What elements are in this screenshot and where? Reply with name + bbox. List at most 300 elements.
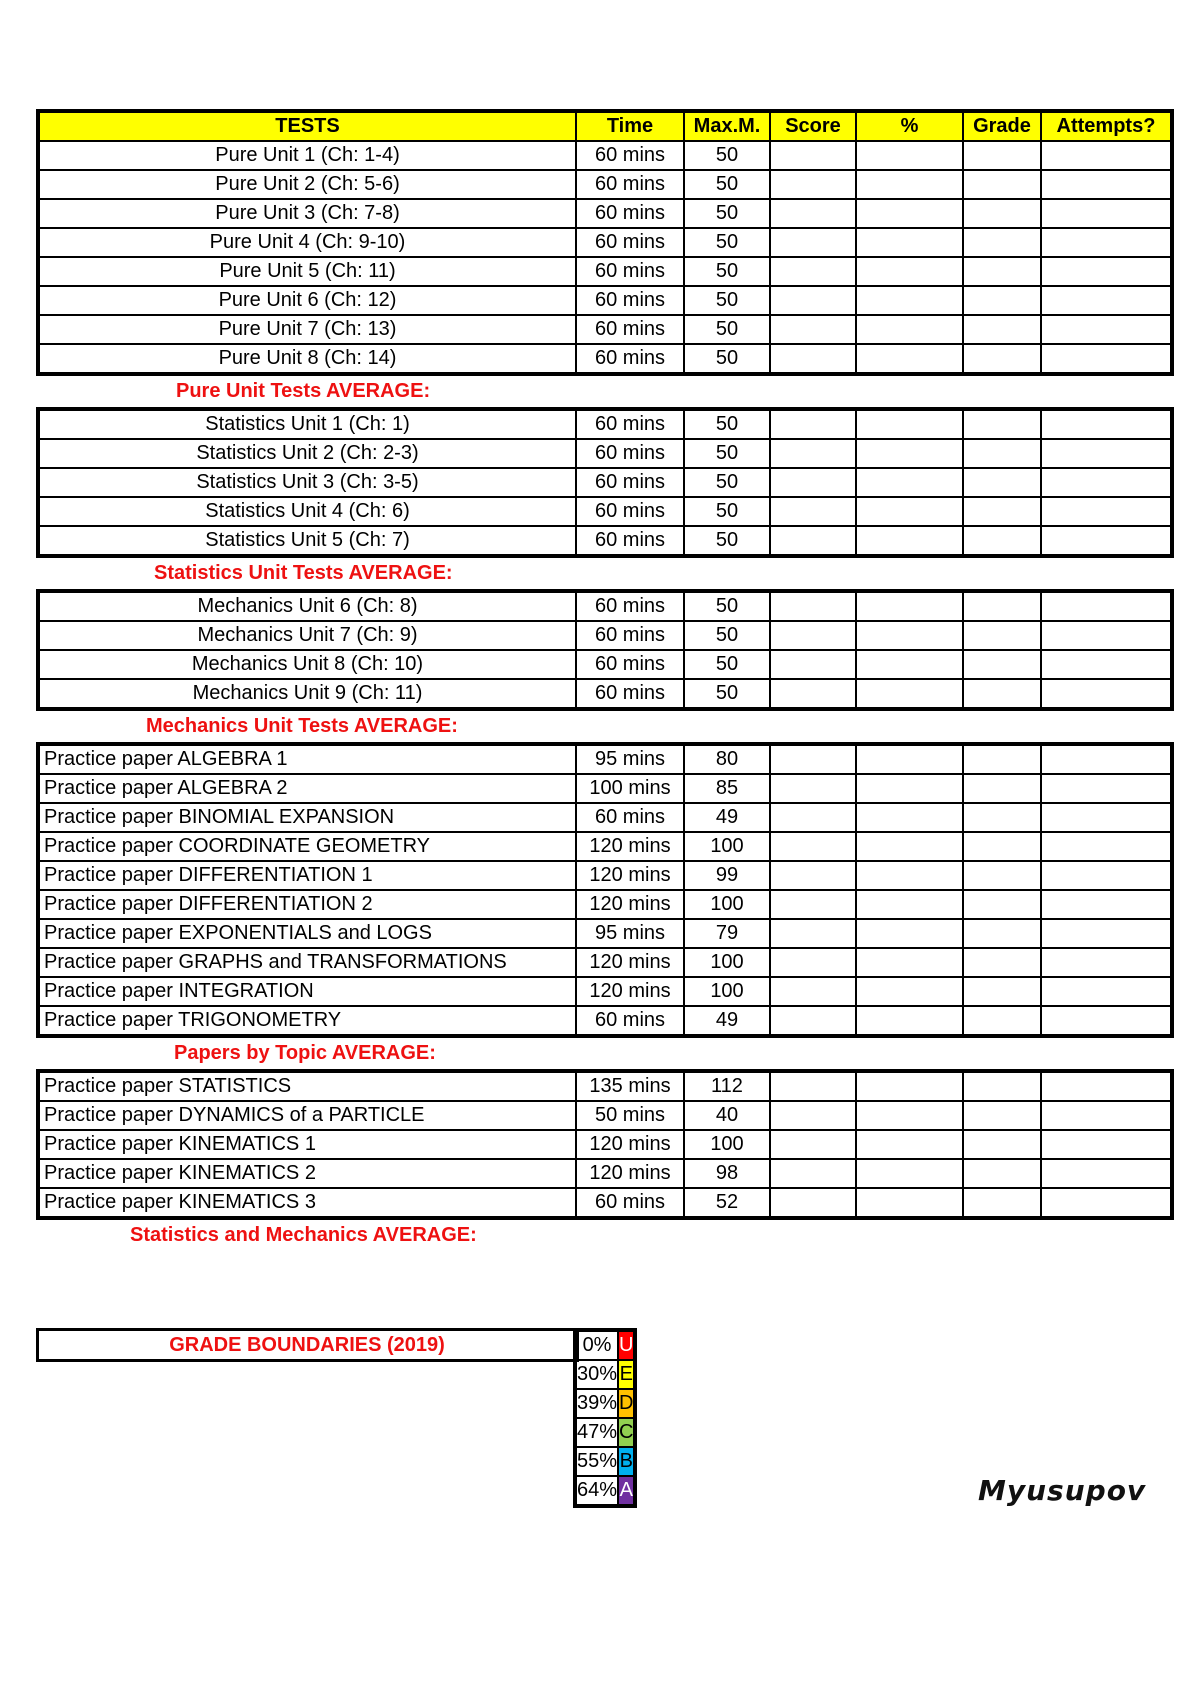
boundary-row — [575, 1418, 635, 1447]
percent-cell[interactable] — [856, 1188, 963, 1218]
score-cell[interactable] — [770, 650, 856, 679]
test-name-cell: Practice paper STATISTICS — [38, 1071, 576, 1101]
max-marks-cell: 50 — [684, 199, 770, 228]
attempts-cell[interactable] — [1041, 832, 1172, 861]
header-percent: % — [856, 111, 963, 141]
time-cell: 60 mins — [576, 257, 684, 286]
boundary-percent: 30% — [575, 1360, 618, 1389]
test-name-cell: Mechanics Unit 8 (Ch: 10) — [38, 650, 576, 679]
test-name-cell: Pure Unit 7 (Ch: 13) — [38, 315, 576, 344]
score-cell[interactable] — [770, 591, 856, 621]
percent-cell[interactable] — [856, 621, 963, 650]
max-marks-cell: 50 — [684, 170, 770, 199]
boundary-percent: 55% — [575, 1447, 618, 1476]
score-cell[interactable] — [770, 199, 856, 228]
boundary-grade: A — [618, 1476, 635, 1506]
score-cell[interactable] — [770, 141, 856, 170]
time-cell: 60 mins — [576, 344, 684, 374]
test-name-cell: Pure Unit 4 (Ch: 9-10) — [38, 228, 576, 257]
time-cell: 100 mins — [576, 774, 684, 803]
percent-cell[interactable] — [856, 315, 963, 344]
time-cell: 120 mins — [576, 977, 684, 1006]
max-marks-cell: 80 — [684, 744, 770, 774]
test-name-cell: Practice paper KINEMATICS 2 — [38, 1159, 576, 1188]
time-cell: 60 mins — [576, 315, 684, 344]
grade-cell[interactable] — [963, 679, 1041, 709]
attempts-cell[interactable] — [1041, 409, 1172, 439]
percent-cell[interactable] — [856, 977, 963, 1006]
grade-cell[interactable] — [963, 977, 1041, 1006]
score-cell[interactable] — [770, 1101, 856, 1130]
grade-cell[interactable] — [963, 1130, 1041, 1159]
max-marks-cell: 100 — [684, 890, 770, 919]
table-row — [38, 803, 1172, 832]
attempts-cell[interactable] — [1041, 497, 1172, 526]
percent-cell[interactable] — [856, 774, 963, 803]
header-max-marks: Max.M. — [684, 111, 770, 141]
attempts-cell[interactable] — [1041, 861, 1172, 890]
time-cell: 120 mins — [576, 832, 684, 861]
test-name-cell: Mechanics Unit 7 (Ch: 9) — [38, 621, 576, 650]
table-row — [38, 1101, 1172, 1130]
table-row — [38, 1159, 1172, 1188]
percent-cell[interactable] — [856, 199, 963, 228]
percent-cell[interactable] — [856, 526, 963, 556]
time-cell: 120 mins — [576, 890, 684, 919]
percent-cell[interactable] — [856, 919, 963, 948]
percent-cell[interactable] — [856, 286, 963, 315]
grade-cell[interactable] — [963, 170, 1041, 199]
attempts-cell[interactable] — [1041, 286, 1172, 315]
boundary-percent: 0% — [575, 1330, 618, 1360]
table-row — [38, 1006, 1172, 1036]
table-row — [38, 409, 1172, 439]
grade-cell[interactable] — [963, 774, 1041, 803]
header-grade: Grade — [963, 111, 1041, 141]
grade-cell[interactable] — [963, 621, 1041, 650]
percent-cell[interactable] — [856, 257, 963, 286]
pure-average-text: Pure Unit Tests AVERAGE: — [176, 380, 431, 402]
max-marks-cell: 85 — [684, 774, 770, 803]
percent-cell[interactable] — [856, 228, 963, 257]
score-cell[interactable] — [770, 774, 856, 803]
boundary-grade: C — [618, 1418, 635, 1447]
max-marks-cell: 50 — [684, 344, 770, 374]
grade-cell[interactable] — [963, 1006, 1041, 1036]
table-row — [38, 744, 1172, 774]
score-cell[interactable] — [770, 170, 856, 199]
table-row — [38, 1071, 1172, 1101]
table-row — [38, 228, 1172, 257]
test-name-cell: Practice paper KINEMATICS 1 — [38, 1130, 576, 1159]
table-row — [38, 832, 1172, 861]
score-cell[interactable] — [770, 497, 856, 526]
score-cell[interactable] — [770, 439, 856, 468]
max-marks-cell: 50 — [684, 257, 770, 286]
grade-cell[interactable] — [963, 257, 1041, 286]
header-attempts: Attempts? — [1041, 111, 1172, 141]
score-cell[interactable] — [770, 977, 856, 1006]
attempts-cell[interactable] — [1041, 744, 1172, 774]
table-row — [38, 439, 1172, 468]
table-row — [38, 344, 1172, 374]
header-row — [38, 111, 1172, 141]
max-marks-cell: 100 — [684, 948, 770, 977]
score-cell[interactable] — [770, 861, 856, 890]
max-marks-cell: 50 — [684, 468, 770, 497]
test-name-cell: Practice paper KINEMATICS 3 — [38, 1188, 576, 1218]
attempts-cell[interactable] — [1041, 803, 1172, 832]
grade-cell[interactable] — [963, 228, 1041, 257]
score-cell[interactable] — [770, 679, 856, 709]
time-cell: 60 mins — [576, 468, 684, 497]
grade-cell[interactable] — [963, 591, 1041, 621]
grade-cell[interactable] — [963, 1101, 1041, 1130]
test-tracker-sheet — [36, 109, 1170, 1251]
stats-mech-average-label — [36, 1220, 1170, 1251]
table-row — [38, 141, 1172, 170]
percent-cell[interactable] — [856, 861, 963, 890]
time-cell: 60 mins — [576, 409, 684, 439]
header-score: Score — [770, 111, 856, 141]
score-cell[interactable] — [770, 468, 856, 497]
header-table — [36, 109, 1174, 142]
percent-cell[interactable] — [856, 1130, 963, 1159]
test-name-cell: Pure Unit 3 (Ch: 7-8) — [38, 199, 576, 228]
boundary-row — [575, 1360, 635, 1389]
pure-units-table — [36, 140, 1174, 376]
time-cell: 60 mins — [576, 228, 684, 257]
max-marks-cell: 50 — [684, 497, 770, 526]
test-name-cell: Practice paper EXPONENTIALS and LOGS — [38, 919, 576, 948]
grade-cell[interactable] — [963, 861, 1041, 890]
max-marks-cell: 98 — [684, 1159, 770, 1188]
table-row — [38, 774, 1172, 803]
attempts-cell[interactable] — [1041, 141, 1172, 170]
attempts-cell[interactable] — [1041, 1101, 1172, 1130]
boundary-percent: 64% — [575, 1476, 618, 1506]
boundary-row — [575, 1330, 635, 1360]
percent-cell[interactable] — [856, 1101, 963, 1130]
test-name-cell: Statistics Unit 1 (Ch: 1) — [38, 409, 576, 439]
max-marks-cell: 50 — [684, 409, 770, 439]
table-row — [38, 1130, 1172, 1159]
score-cell[interactable] — [770, 1006, 856, 1036]
test-name-cell: Practice paper TRIGONOMETRY — [38, 1006, 576, 1036]
table-row — [38, 1188, 1172, 1218]
grade-cell[interactable] — [963, 1188, 1041, 1218]
percent-cell[interactable] — [856, 1006, 963, 1036]
attempts-cell[interactable] — [1041, 257, 1172, 286]
time-cell: 60 mins — [576, 591, 684, 621]
author-signature: Myusupov — [978, 1474, 1147, 1507]
grade-cell[interactable] — [963, 199, 1041, 228]
percent-cell[interactable] — [856, 679, 963, 709]
time-cell: 60 mins — [576, 621, 684, 650]
table-row — [38, 497, 1172, 526]
grade-boundaries-table — [573, 1328, 637, 1508]
time-cell: 60 mins — [576, 199, 684, 228]
percent-cell[interactable] — [856, 409, 963, 439]
time-cell: 60 mins — [576, 286, 684, 315]
percent-cell[interactable] — [856, 948, 963, 977]
grade-cell[interactable] — [963, 344, 1041, 374]
test-name-cell: Practice paper DIFFERENTIATION 2 — [38, 890, 576, 919]
max-marks-cell: 79 — [684, 919, 770, 948]
boundary-row — [575, 1447, 635, 1476]
test-name-cell: Practice paper INTEGRATION — [38, 977, 576, 1006]
stats-mech-average-text: Statistics and Mechanics AVERAGE: — [130, 1224, 477, 1246]
score-cell[interactable] — [770, 744, 856, 774]
attempts-cell[interactable] — [1041, 919, 1172, 948]
score-cell[interactable] — [770, 832, 856, 861]
score-cell[interactable] — [770, 257, 856, 286]
max-marks-cell: 50 — [684, 526, 770, 556]
grade-cell[interactable] — [963, 141, 1041, 170]
table-row — [38, 679, 1172, 709]
boundary-grade: B — [618, 1447, 635, 1476]
header-tests: TESTS — [38, 111, 576, 141]
boundary-percent: 39% — [575, 1389, 618, 1418]
topic-papers-table — [36, 742, 1174, 1038]
max-marks-cell: 50 — [684, 228, 770, 257]
stats-mech-papers-table — [36, 1069, 1174, 1220]
grade-cell[interactable] — [963, 526, 1041, 556]
grade-cell[interactable] — [963, 315, 1041, 344]
time-cell: 60 mins — [576, 803, 684, 832]
percent-cell[interactable] — [856, 1071, 963, 1101]
table-row — [38, 861, 1172, 890]
table-row — [38, 591, 1172, 621]
attempts-cell[interactable] — [1041, 948, 1172, 977]
attempts-cell[interactable] — [1041, 199, 1172, 228]
table-row — [38, 170, 1172, 199]
table-row — [38, 948, 1172, 977]
test-name-cell: Pure Unit 5 (Ch: 11) — [38, 257, 576, 286]
attempts-cell[interactable] — [1041, 621, 1172, 650]
max-marks-cell: 40 — [684, 1101, 770, 1130]
grade-cell[interactable] — [963, 650, 1041, 679]
max-marks-cell: 50 — [684, 591, 770, 621]
topics-average-label — [36, 1038, 1170, 1069]
attempts-cell[interactable] — [1041, 439, 1172, 468]
attempts-cell[interactable] — [1041, 228, 1172, 257]
table-row — [38, 890, 1172, 919]
score-cell[interactable] — [770, 803, 856, 832]
attempts-cell[interactable] — [1041, 1006, 1172, 1036]
grade-cell[interactable] — [963, 439, 1041, 468]
score-cell[interactable] — [770, 228, 856, 257]
test-name-cell: Statistics Unit 3 (Ch: 3-5) — [38, 468, 576, 497]
test-name-cell: Statistics Unit 2 (Ch: 2-3) — [38, 439, 576, 468]
attempts-cell[interactable] — [1041, 315, 1172, 344]
attempts-cell[interactable] — [1041, 977, 1172, 1006]
statistics-average-label — [36, 558, 1170, 589]
score-cell[interactable] — [770, 1071, 856, 1101]
percent-cell[interactable] — [856, 744, 963, 774]
grade-cell[interactable] — [963, 497, 1041, 526]
attempts-cell[interactable] — [1041, 1130, 1172, 1159]
boundary-grade: E — [618, 1360, 635, 1389]
score-cell[interactable] — [770, 621, 856, 650]
attempts-cell[interactable] — [1041, 679, 1172, 709]
time-cell: 120 mins — [576, 948, 684, 977]
max-marks-cell: 50 — [684, 439, 770, 468]
test-name-cell: Pure Unit 6 (Ch: 12) — [38, 286, 576, 315]
time-cell: 60 mins — [576, 439, 684, 468]
boundary-grade: U — [618, 1330, 635, 1360]
percent-cell[interactable] — [856, 650, 963, 679]
test-name-cell: Mechanics Unit 9 (Ch: 11) — [38, 679, 576, 709]
attempts-cell[interactable] — [1041, 650, 1172, 679]
percent-cell[interactable] — [856, 468, 963, 497]
max-marks-cell: 100 — [684, 1130, 770, 1159]
attempts-cell[interactable] — [1041, 1159, 1172, 1188]
score-cell[interactable] — [770, 286, 856, 315]
max-marks-cell: 50 — [684, 286, 770, 315]
percent-cell[interactable] — [856, 141, 963, 170]
grade-cell[interactable] — [963, 409, 1041, 439]
header-time: Time — [576, 111, 684, 141]
mechanics-units-table — [36, 589, 1174, 711]
attempts-cell[interactable] — [1041, 774, 1172, 803]
grade-cell[interactable] — [963, 286, 1041, 315]
grade-cell[interactable] — [963, 744, 1041, 774]
grade-cell[interactable] — [963, 890, 1041, 919]
statistics-units-table — [36, 407, 1174, 558]
attempts-cell[interactable] — [1041, 1188, 1172, 1218]
time-cell: 60 mins — [576, 1188, 684, 1218]
table-row — [38, 315, 1172, 344]
score-cell[interactable] — [770, 315, 856, 344]
test-name-cell: Practice paper GRAPHS and TRANSFORMATIONS — [38, 948, 576, 977]
test-name-cell: Statistics Unit 5 (Ch: 7) — [38, 526, 576, 556]
max-marks-cell: 52 — [684, 1188, 770, 1218]
score-cell[interactable] — [770, 526, 856, 556]
time-cell: 135 mins — [576, 1071, 684, 1101]
max-marks-cell: 100 — [684, 832, 770, 861]
percent-cell[interactable] — [856, 497, 963, 526]
score-cell[interactable] — [770, 409, 856, 439]
max-marks-cell: 50 — [684, 315, 770, 344]
test-name-cell: Mechanics Unit 6 (Ch: 8) — [38, 591, 576, 621]
percent-cell[interactable] — [856, 803, 963, 832]
test-name-cell: Pure Unit 8 (Ch: 14) — [38, 344, 576, 374]
time-cell: 60 mins — [576, 497, 684, 526]
test-name-cell: Practice paper ALGEBRA 2 — [38, 774, 576, 803]
max-marks-cell: 99 — [684, 861, 770, 890]
percent-cell[interactable] — [856, 1159, 963, 1188]
max-marks-cell: 50 — [684, 141, 770, 170]
attempts-cell[interactable] — [1041, 1071, 1172, 1101]
time-cell: 120 mins — [576, 861, 684, 890]
time-cell: 120 mins — [576, 1159, 684, 1188]
time-cell: 60 mins — [576, 141, 684, 170]
attempts-cell[interactable] — [1041, 890, 1172, 919]
grade-cell[interactable] — [963, 1159, 1041, 1188]
score-cell[interactable] — [770, 948, 856, 977]
max-marks-cell: 50 — [684, 679, 770, 709]
score-cell[interactable] — [770, 1159, 856, 1188]
time-cell: 50 mins — [576, 1101, 684, 1130]
percent-cell[interactable] — [856, 439, 963, 468]
table-row — [38, 468, 1172, 497]
grade-cell[interactable] — [963, 948, 1041, 977]
test-name-cell: Practice paper COORDINATE GEOMETRY — [38, 832, 576, 861]
test-name-cell: Pure Unit 2 (Ch: 5-6) — [38, 170, 576, 199]
max-marks-cell: 100 — [684, 977, 770, 1006]
score-cell[interactable] — [770, 890, 856, 919]
test-name-cell: Practice paper ALGEBRA 1 — [38, 744, 576, 774]
time-cell: 60 mins — [576, 526, 684, 556]
max-marks-cell: 50 — [684, 621, 770, 650]
percent-cell[interactable] — [856, 890, 963, 919]
attempts-cell[interactable] — [1041, 344, 1172, 374]
table-row — [38, 650, 1172, 679]
grade-cell[interactable] — [963, 919, 1041, 948]
test-name-cell: Pure Unit 1 (Ch: 1-4) — [38, 141, 576, 170]
time-cell: 60 mins — [576, 1006, 684, 1036]
grade-cell[interactable] — [963, 1071, 1041, 1101]
score-cell[interactable] — [770, 1188, 856, 1218]
boundary-grade: D — [618, 1389, 635, 1418]
mechanics-average-text: Mechanics Unit Tests AVERAGE: — [146, 715, 458, 737]
grade-cell[interactable] — [963, 832, 1041, 861]
table-row — [38, 199, 1172, 228]
table-row — [38, 286, 1172, 315]
test-name-cell: Practice paper DYNAMICS of a PARTICLE — [38, 1101, 576, 1130]
test-name-cell: Practice paper BINOMIAL EXPANSION — [38, 803, 576, 832]
pure-average-label — [36, 376, 1170, 407]
percent-cell[interactable] — [856, 344, 963, 374]
grade-boundaries-title: GRADE BOUNDARIES (2019) — [36, 1328, 579, 1362]
max-marks-cell: 49 — [684, 803, 770, 832]
table-row — [38, 257, 1172, 286]
time-cell: 60 mins — [576, 170, 684, 199]
max-marks-cell: 112 — [684, 1071, 770, 1101]
table-row — [38, 977, 1172, 1006]
percent-cell[interactable] — [856, 591, 963, 621]
score-cell[interactable] — [770, 919, 856, 948]
test-name-cell: Practice paper DIFFERENTIATION 1 — [38, 861, 576, 890]
attempts-cell[interactable] — [1041, 526, 1172, 556]
time-cell: 60 mins — [576, 679, 684, 709]
table-row — [38, 919, 1172, 948]
time-cell: 120 mins — [576, 1130, 684, 1159]
grade-cell[interactable] — [963, 803, 1041, 832]
test-name-cell: Statistics Unit 4 (Ch: 6) — [38, 497, 576, 526]
table-row — [38, 526, 1172, 556]
mechanics-average-label — [36, 711, 1170, 742]
boundary-percent: 47% — [575, 1418, 618, 1447]
score-cell[interactable] — [770, 344, 856, 374]
time-cell: 60 mins — [576, 650, 684, 679]
max-marks-cell: 49 — [684, 1006, 770, 1036]
boundary-row — [575, 1476, 635, 1506]
attempts-cell[interactable] — [1041, 170, 1172, 199]
attempts-cell[interactable] — [1041, 591, 1172, 621]
percent-cell[interactable] — [856, 170, 963, 199]
time-cell: 95 mins — [576, 919, 684, 948]
score-cell[interactable] — [770, 1130, 856, 1159]
topics-average-text: Papers by Topic AVERAGE: — [174, 1042, 436, 1064]
grade-cell[interactable] — [963, 468, 1041, 497]
attempts-cell[interactable] — [1041, 468, 1172, 497]
percent-cell[interactable] — [856, 832, 963, 861]
max-marks-cell: 50 — [684, 650, 770, 679]
table-row — [38, 621, 1172, 650]
time-cell: 95 mins — [576, 744, 684, 774]
